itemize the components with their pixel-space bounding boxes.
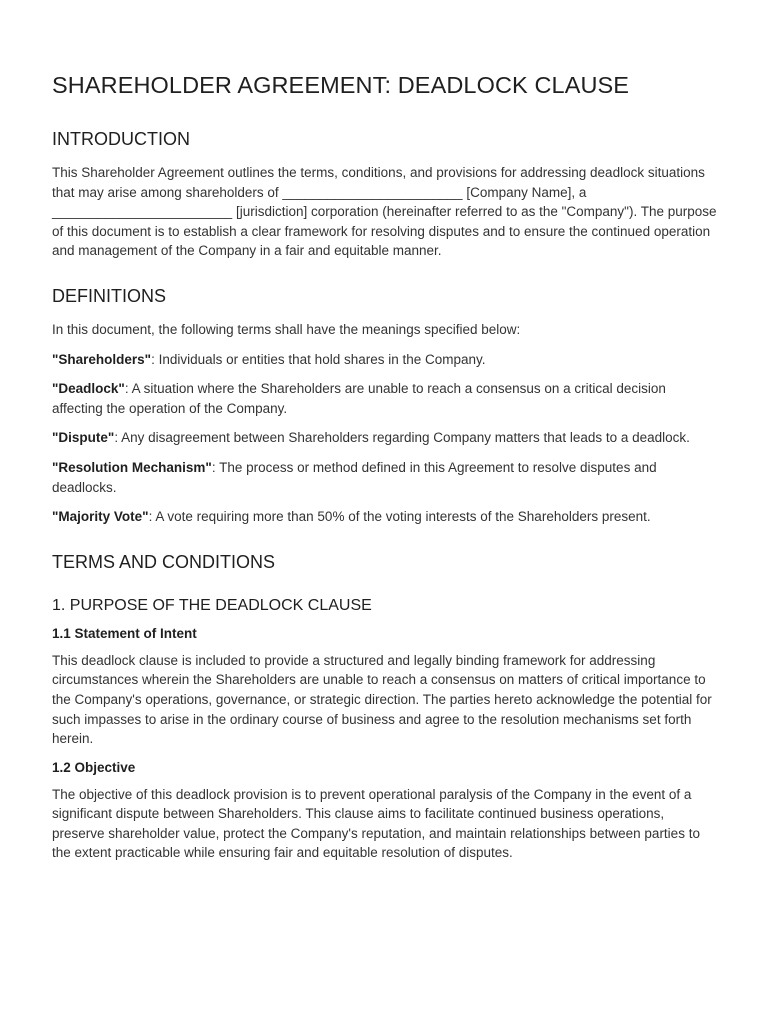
definitions-intro: In this document, the following terms shall have the meanings specified below: — [52, 321, 521, 337]
definition-term: "Dispute" — [52, 430, 115, 446]
definition-item — [52, 458, 720, 497]
terms-heading: TERMS AND CONDITIONS — [52, 551, 276, 572]
document-title: SHAREHOLDER AGREEMENT: DEADLOCK CLAUSE — [52, 72, 630, 98]
definition-item — [52, 507, 720, 527]
definition-text: : Individuals or entities that hold shares in the Company. — [151, 351, 486, 367]
introduction-text: This Shareholder Agreement outlines the terms, conditions, and provisions for addressing deadlock situations that may arise among shareholders of ________________________ [Company Name], a ________________________ [jurisdiction] corporation (hereinafter referred to as the "Company"). The purpose of this document is to establish a clear framework for resolving disputes and to ensure the continued operation and management of the Company in a fair and equitable manner. — [52, 165, 717, 259]
document-page — [52, 70, 720, 873]
subsection-1-1-text: This deadlock clause is included to provide a structured and legally binding framework for addressing circumstances wherein the Shareholders are unable to reach a consensus on matters of critical importance to the Company's operations, governance, or strategic direction. The parties hereto acknowledge the potential for such impasses to arise in the ordinary course of business and agree to the resolution mechanisms set forth herein. — [52, 652, 712, 747]
definition-term: "Majority Vote" — [52, 509, 149, 525]
subsection-1-2-text: The objective of this deadlock provision is to prevent operational paralysis of the Company in the event of a significant dispute between Shareholders. This clause aims to facilitate continued business operations, preserve shareholder value, protect the Company's reputation, and maintain relationships between parties to the extent practicable while ensuring fair and equitable resolution of disputes. — [52, 786, 700, 861]
introduction-heading: INTRODUCTION — [52, 129, 190, 149]
subsection-1-1-heading: 1.1 Statement of Intent — [52, 625, 197, 641]
definition-term: "Resolution Mechanism" — [52, 459, 212, 475]
definition-term: "Deadlock" — [52, 381, 125, 397]
definition-text: : The process or method defined in this Agreement to resolve disputes and deadlocks. — [52, 459, 657, 495]
definition-item — [52, 379, 720, 418]
definition-text: : A situation where the Shareholders are unable to reach a consensus on a critical decision affecting the operation of the Company. — [52, 381, 666, 416]
subsection-1-2-heading: 1.2 Objective — [52, 759, 136, 775]
definition-item — [52, 350, 720, 370]
section-1-heading: 1. PURPOSE OF THE DEADLOCK CLAUSE — [52, 596, 372, 614]
definition-item — [52, 428, 720, 448]
definition-text: : A vote requiring more than 50% of the voting interests of the Shareholders present. — [148, 509, 651, 525]
definition-text: : Any disagreement between Shareholders regarding Company matters that leads to a deadlock. — [114, 430, 690, 446]
definition-term: "Shareholders" — [52, 351, 152, 367]
definitions-heading: DEFINITIONS — [52, 285, 167, 306]
